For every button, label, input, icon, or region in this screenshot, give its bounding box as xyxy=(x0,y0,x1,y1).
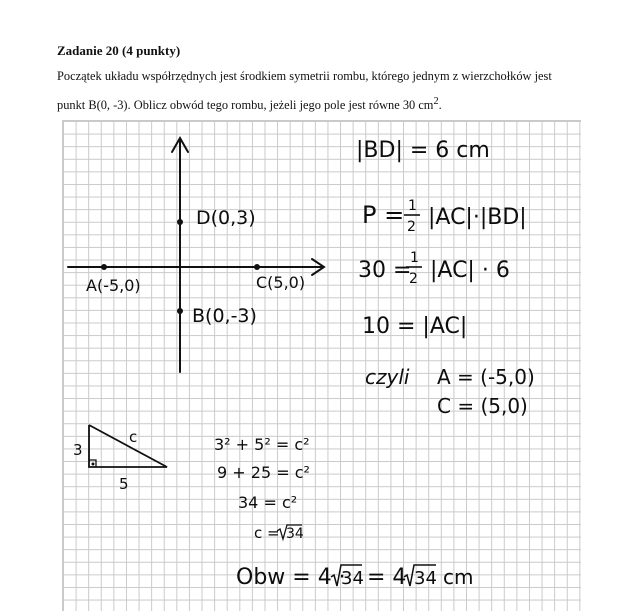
pythagoras-line1: 3² + 5² = c² xyxy=(214,435,310,454)
solution-sub-lhs: 30 = xyxy=(358,258,412,283)
final-answer-rad2: 34 xyxy=(414,568,437,589)
point-d-dot xyxy=(177,219,183,225)
solution-ac-result: 10 = |AC| xyxy=(362,314,468,339)
final-answer-rad1: 34 xyxy=(341,568,364,589)
triangle-label-vertical: 3 xyxy=(73,441,83,459)
label-point-c: C(5,0) xyxy=(256,273,306,292)
task-text-line2: punkt B(0, -3). Oblicz obwód tego rombu, jeżeli jego pole jest równe 30 cm xyxy=(57,98,434,113)
final-answer-pre: Obw = 4 · xyxy=(236,565,346,590)
solution-area-rhs: |AC|·|BD| xyxy=(428,205,527,230)
solution-frac1-num: 1 xyxy=(408,198,417,214)
final-answer-eq: = 4 xyxy=(367,565,407,590)
solution-cyli: czyli xyxy=(365,365,410,389)
solution-frac2-num: 1 xyxy=(410,250,419,266)
task-text-end: . xyxy=(438,98,442,113)
triangle-label-horizontal: 5 xyxy=(119,475,129,493)
solution-c-coord: C = (5,0) xyxy=(437,394,528,418)
pythagoras-line3: 34 = c² xyxy=(238,493,298,512)
final-answer-unit: cm xyxy=(443,565,474,589)
solution-a-coord: A = (-5,0) xyxy=(437,365,535,389)
label-point-d: D(0,3) xyxy=(196,207,256,229)
pythagoras-line4-pre: c = xyxy=(254,524,280,542)
solution-sub-rhs: |AC| · 6 xyxy=(430,258,510,283)
task-title: Zadanie 20 (4 punkty) xyxy=(57,43,181,58)
label-point-a: A(-5,0) xyxy=(86,276,141,295)
triangle-outline xyxy=(89,425,167,467)
pythagoras-line4-rad: 34 xyxy=(286,526,304,542)
triangle-label-hypotenuse: c xyxy=(129,428,138,446)
point-a-dot xyxy=(101,264,107,270)
pythagoras-line2: 9 + 25 = c² xyxy=(217,463,310,482)
point-b-dot xyxy=(177,308,183,314)
point-c-dot xyxy=(254,264,260,270)
task-text-line1: Początek układu współrzędnych jest środkiem symetrii rombu, którego jednym z wierzchołków jest xyxy=(57,69,552,83)
label-point-b: B(0,-3) xyxy=(192,305,257,327)
solution-bd-length: |BD| = 6 cm xyxy=(356,138,490,163)
right-triangle xyxy=(89,425,167,467)
coordinate-axes xyxy=(68,138,324,372)
solution-area-lhs: P = xyxy=(362,201,405,229)
task-text-sup: 2 xyxy=(433,96,439,107)
right-angle-dot-icon xyxy=(92,463,95,466)
solution-frac1-den: 2 xyxy=(407,219,416,235)
solution-frac2-den: 2 xyxy=(409,271,418,287)
